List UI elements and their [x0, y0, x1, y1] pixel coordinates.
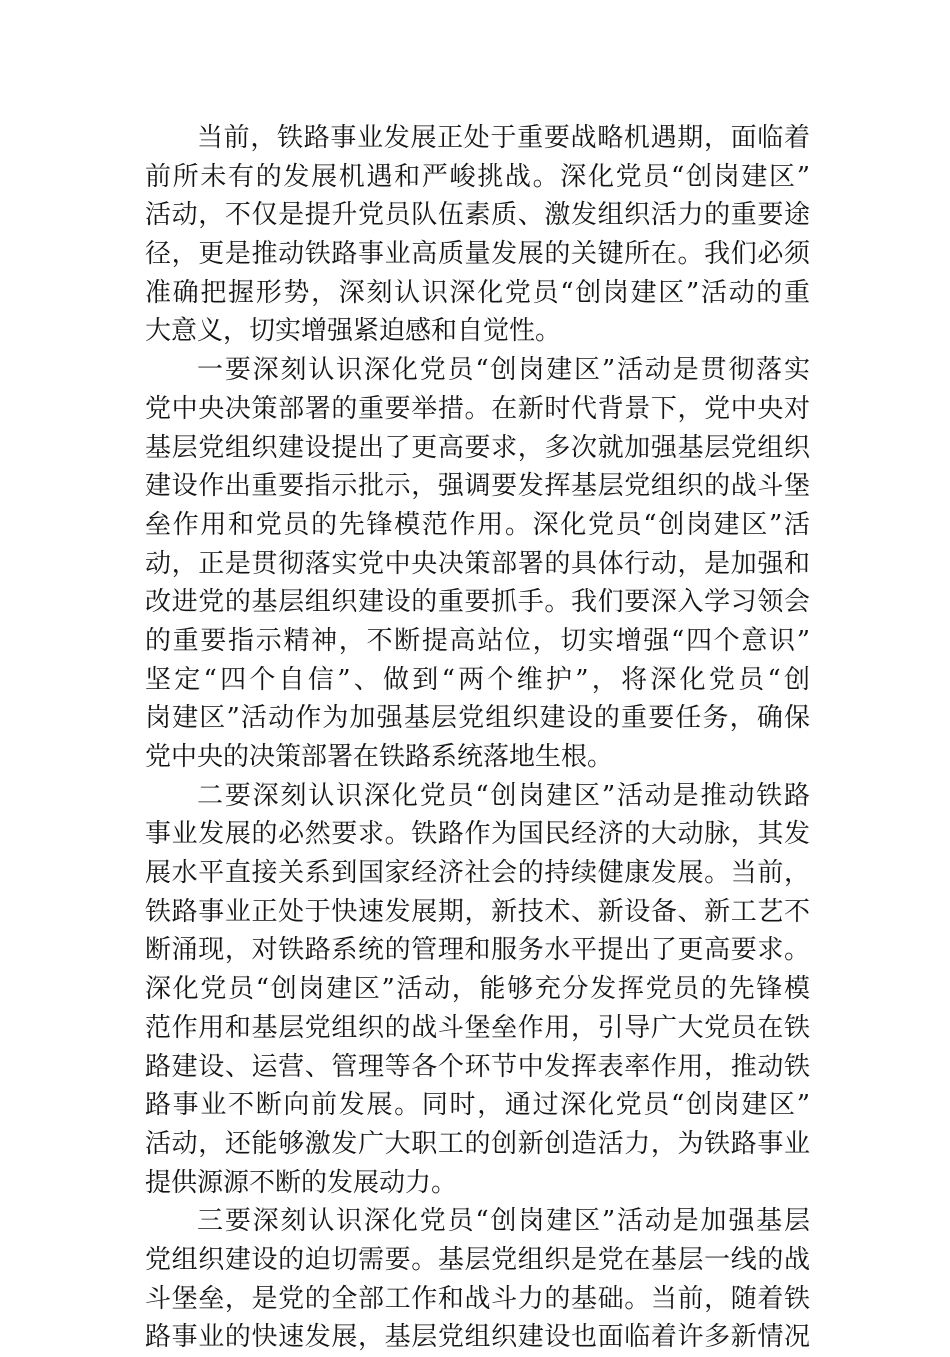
text-line: 基层党组织建设提出了更高要求，多次就加强基层党组织: [145, 432, 810, 463]
text-line: 坚定“四个自信”、做到“两个维护”，将深化党员“创: [145, 664, 810, 695]
text-line: 党组织建设的迫切需要。基层党组织是党在基层一线的战: [145, 1244, 810, 1275]
text-line: 展水平直接关系到国家经济社会的持续健康发展。当前，: [145, 858, 810, 889]
text-line: 活动，不仅是提升党员队伍素质、激发组织活力的重要途: [145, 200, 810, 231]
text-line: 建设作出重要指示批示，强调要发挥基层党组织的战斗堡: [145, 471, 810, 502]
text-line: 深化党员“创岗建区”活动，能够充分发挥党员的先锋模: [145, 974, 810, 1005]
paragraph: [145, 1202, 810, 1357]
text-line: 党中央决策部署的重要举措。在新时代背景下，党中央对: [145, 393, 810, 424]
text-line: 径，更是推动铁路事业高质量发展的关键所在。我们必须: [145, 239, 810, 270]
text-line: 范作用和基层党组织的战斗堡垒作用，引导广大党员在铁: [145, 1012, 810, 1043]
text-line: 改进党的基层组织建设的重要抓手。我们要深入学习领会: [145, 587, 810, 618]
text-line: 大意义，切实增强紧迫感和自觉性。: [145, 316, 562, 347]
text-line: 事业发展的必然要求。铁路作为国民经济的大动脉，其发: [145, 819, 810, 850]
text-line: 路建设、运营、管理等各个环节中发挥表率作用，推动铁: [145, 1051, 810, 1082]
text-line: 一要深刻认识深化党员“创岗建区”活动是贯彻落实: [197, 355, 810, 386]
text-line: 岗建区”活动作为加强基层党组织建设的重要任务，确保: [145, 703, 810, 734]
text-line: 党中央的决策部署在铁路系统落地生根。: [145, 742, 614, 772]
text-line: 准确把握形势，深刻认识深化党员“创岗建区”活动的重: [145, 277, 810, 308]
text-line: 动，正是贯彻落实党中央决策部署的具体行动，是加强和: [145, 548, 810, 579]
text-line: 的重要指示精神，不断提高站位，切实增强“四个意识”: [145, 625, 810, 656]
text-line: 三要深刻认识深化党员“创岗建区”活动是加强基层: [197, 1206, 810, 1237]
text-line: 断涌现，对铁路系统的管理和服务水平提出了更高要求。: [145, 935, 810, 966]
text-line: 二要深刻认识深化党员“创岗建区”活动是推动铁路: [197, 780, 810, 811]
document-body: [145, 119, 810, 1357]
text-line: 当前，铁路事业发展正处于重要战略机遇期，面临着: [197, 123, 810, 153]
text-line: 活动，还能够激发广大职工的创新创造活力，为铁路事业: [145, 1128, 810, 1159]
text-line: 斗堡垒，是党的全部工作和战斗力的基础。当前，随着铁: [145, 1283, 810, 1314]
text-line: 提供源源不断的发展动力。: [145, 1167, 458, 1198]
text-line: 前所未有的发展机遇和严峻挑战。深化党员“创岗建区”: [145, 161, 810, 192]
paragraph: [145, 351, 810, 777]
text-line: 垒作用和党员的先锋模范作用。深化党员“创岗建区”活: [145, 509, 810, 540]
text-line: 路事业不断向前发展。同时，通过深化党员“创岗建区”: [145, 1090, 810, 1121]
paragraph: [145, 119, 810, 351]
text-line: 路事业的快速发展，基层党组织建设也面临着许多新情况: [145, 1322, 810, 1353]
text-line: 铁路事业正处于快速发展期，新技术、新设备、新工艺不: [145, 896, 810, 927]
paragraph: [145, 777, 810, 1203]
